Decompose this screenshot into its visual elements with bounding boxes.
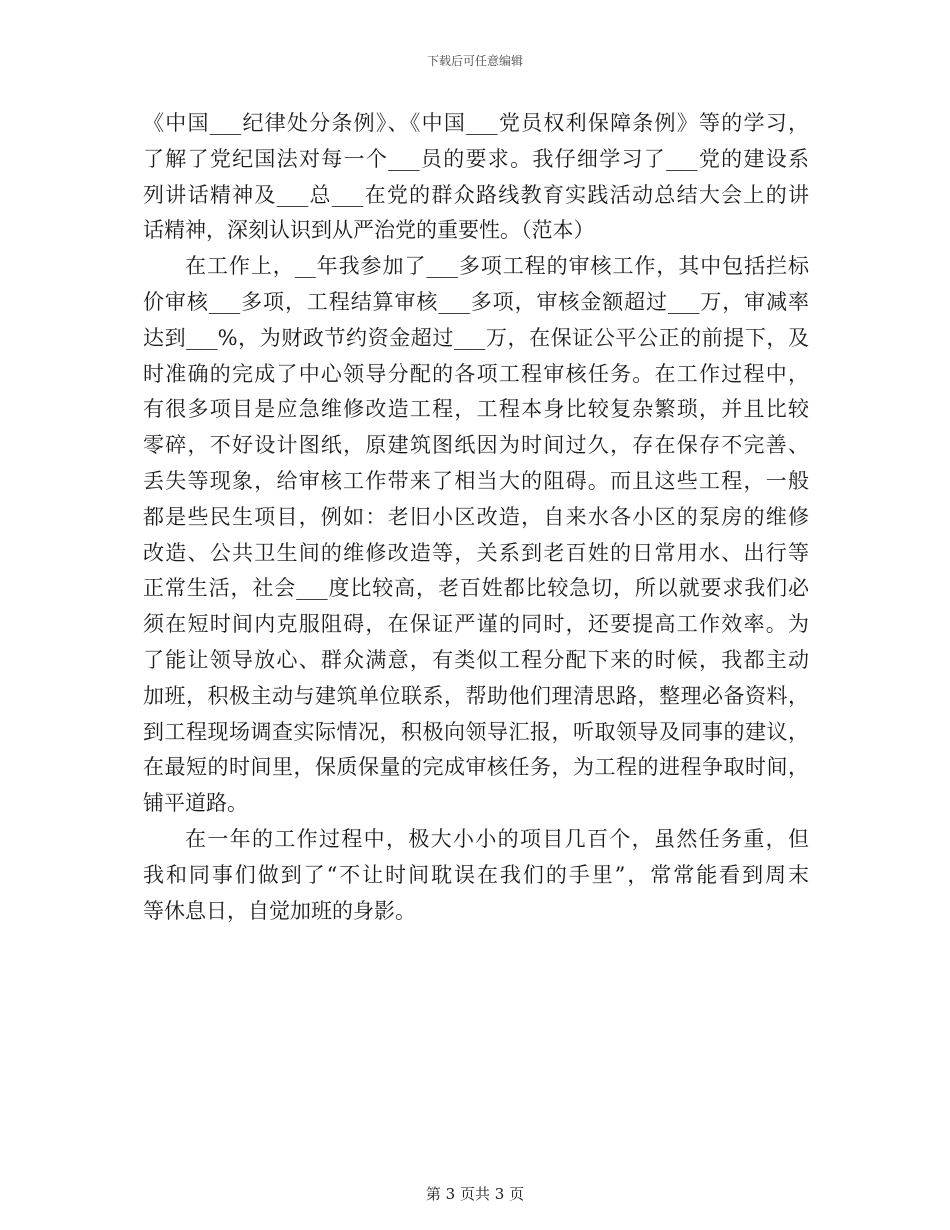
- text-line: 话精神，深刻认识到从严治党的重要性。（范本）: [143, 218, 595, 243]
- page-header: 下载后可任意编辑: [426, 54, 523, 68]
- text-line: 都是些民生项目，例如：老旧小区改造，自来水各小区的泵房的维修: [143, 504, 809, 529]
- text-line: 加班，积极主动与建筑单位联系，帮助他们理清思路，整理必备资料，: [143, 683, 809, 708]
- text-line: 在工作上，__年我参加了___多项工程的审核工作，其中包括拦标: [185, 254, 809, 279]
- text-line: 零碎，不好设计图纸，原建筑图纸因为时间过久，存在保存不完善、: [143, 433, 809, 458]
- text-line: 达到___%，为财政节约资金超过___万，在保证公平公正的前提下，及: [143, 325, 809, 350]
- text-line: 了能让领导放心、群众满意，有类似工程分配下来的时候，我都主动: [143, 647, 809, 672]
- page-footer: 第 3 页共 3 页: [425, 1185, 525, 1203]
- text-line: 铺平道路。: [143, 791, 248, 816]
- text-line: 改造、公共卫生间的维修改造等，关系到老百姓的日常用水、出行等: [143, 540, 809, 565]
- text-line: 正常生活，社会___度比较高，老百姓都比较急切，所以就要求我们必: [143, 576, 809, 601]
- text-line: 了解了党纪国法对每一个___员的要求。我仔细学习了___党的建设系: [143, 146, 809, 171]
- text-line: 列讲话精神及___总___在党的群众路线教育实践活动总结大会上的讲: [143, 182, 809, 207]
- text-line: 时准确的完成了中心领导分配的各项工程审核任务。在工作过程中，: [143, 361, 809, 386]
- text-line: 到工程现场调查实际情况，积极向领导汇报，听取领导及同事的建议，: [143, 719, 809, 744]
- text-line: 我和同事们做到了“不让时间耽误在我们的手里”，常常能看到周末: [143, 862, 809, 887]
- text-line: 价审核___多项，工程结算审核___多项，审核金额超过___万，审减率: [143, 289, 809, 314]
- text-line: 有很多项目是应急维修改造工程，工程本身比较复杂繁琐，并且比较: [143, 397, 809, 422]
- text-line: 《中国___纪律处分条例》、《中国___党员权利保障条例》等的学习，: [143, 111, 809, 135]
- text-line: 在一年的工作过程中，极大小小的项目几百个，虽然任务重，但: [185, 826, 809, 851]
- text-line: 在最短的时间里，保质保量的完成审核任务，为工程的进程争取时间，: [143, 755, 809, 780]
- document-body: [143, 106, 809, 929]
- text-line: 须在短时间内克服阻碍，在保证严谨的同时，还要提高工作效率。为: [143, 612, 809, 637]
- text-line: 等休息日，自觉加班的身影。: [143, 898, 416, 923]
- text-line: 丢失等现象，给审核工作带来了相当大的阻碍。而且这些工程，一般: [143, 468, 809, 493]
